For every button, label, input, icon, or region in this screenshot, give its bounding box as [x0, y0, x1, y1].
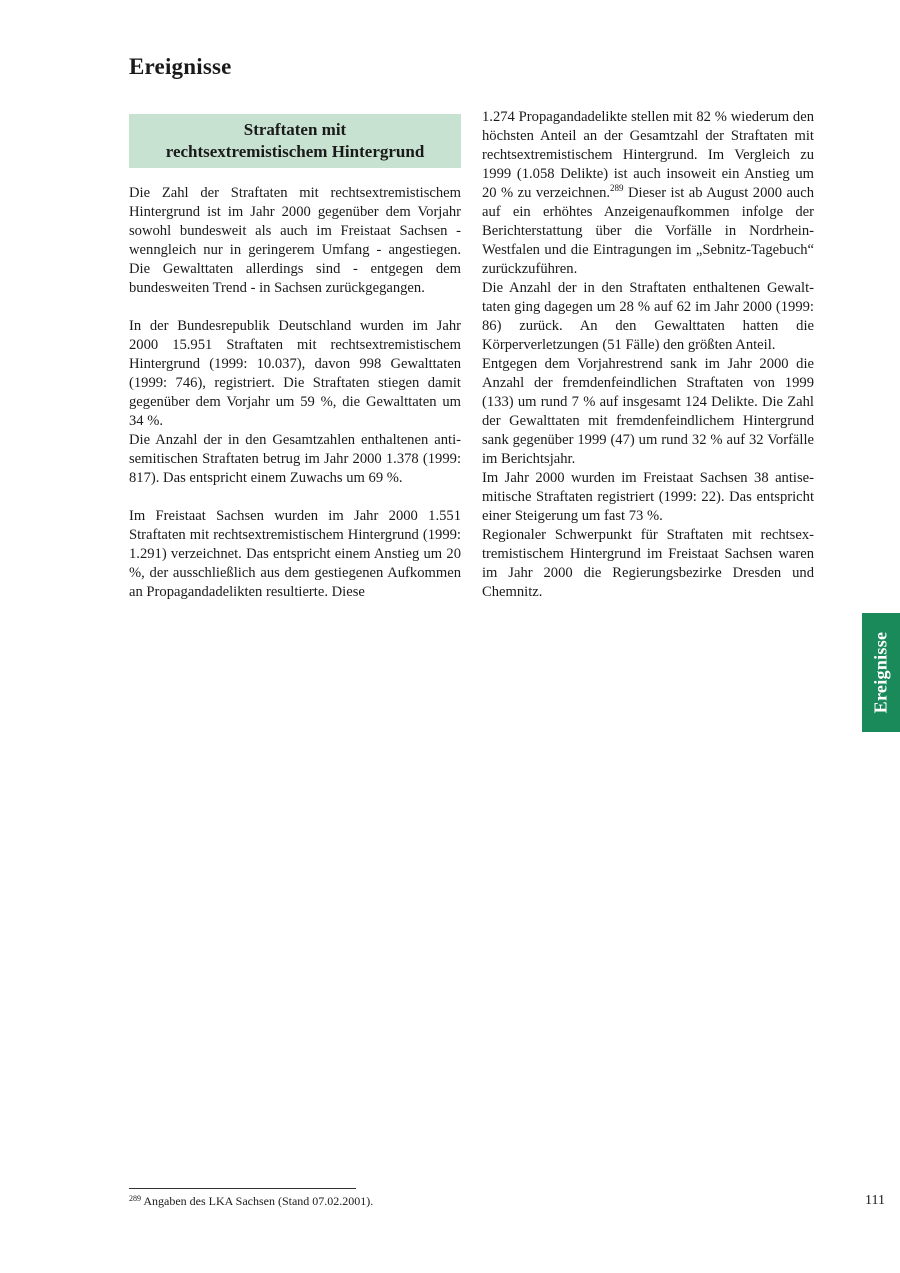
- section-title-box: [129, 114, 461, 168]
- left-paragraph-4: Im Freistaat Sachsen wurden im Jahr 2000 1.551 Straftaten mit rechtsextremistischem Hintergrund (1999: 1.291) verzeichnet. Das entspricht einem Anstieg um 20 %, der ausschließlich aus dem gestiegenen Aufkommen an Propagandadelikten resultierte. Diese: [129, 508, 461, 600]
- section-title-line-1: Straftaten mit: [243, 120, 347, 139]
- right-paragraph-4: Im Jahr 2000 wurden im Freistaat Sachsen 38 antisemitische Straftaten registriert (1999: 22). Das entspricht einer Steigerung um fast 73 %.: [482, 470, 814, 524]
- right-paragraph-1-part-2: Dieser ist ab August 2000 auch auf ein erhöhtes Anzeigenaufkommen infolge der Berichterstattung über die Vorfälle in Nordrhein-Westfalen und die Eintragungen im „Sebnitz-Tagebuch“ zurückzuführen.: [482, 185, 814, 277]
- side-tab-ereignisse[interactable]: [862, 613, 900, 732]
- page-heading: Ereignisse: [129, 54, 232, 79]
- footnote-text: Angaben des LKA Sachsen (Stand 07.02.2001).: [141, 1194, 374, 1208]
- side-tab-label: Ereignisse: [870, 631, 891, 714]
- right-paragraph-2: Die Anzahl der in den Straftaten enthaltenen Gewalttaten ging dagegen um 28 % auf 62 im Jahr 2000 (1999: 86) zurück. An den Gewalttaten hatten die Körperverletzungen (51 Fälle) den größten Anteil.: [482, 280, 814, 353]
- right-paragraph-1: [482, 108, 814, 279]
- right-paragraph-3: Entgegen dem Vorjahrestrend sank im Jahr 2000 die Anzahl der fremdenfeindlichen Straftaten von 1999 (133) um rund 7 % auf insgesamt 124 Delikte. Die Zahl der Gewalttaten mit fremdenfeindlichem Hintergrund sank gegenüber 1999 (47) um rund 32 % auf 32 Vorfälle im Berichtsjahr.: [482, 356, 814, 467]
- footnote-divider: [129, 1188, 356, 1189]
- right-paragraph-5: Regionaler Schwerpunkt für Straftaten mit rechtsextremistischem Hintergrund im Freistaat Sachsen waren im Jahr 2000 die Regierungsbezirke Dresden und Chemnitz.: [482, 527, 814, 600]
- left-text-column: [129, 184, 461, 602]
- right-text-column: [482, 108, 814, 602]
- page-number: 111: [865, 1193, 885, 1208]
- footnote-number: 289: [129, 1194, 141, 1203]
- section-title-line-2: rechtsextremistischem Hintergrund: [165, 142, 425, 161]
- left-paragraph-1: Die Zahl der Straftaten mit rechtsextremistischem Hintergrund ist im Jahr 2000 gegenüber dem Vorjahr sowohl bundesweit als auch im Freistaat Sachsen - wenngleich nur in geringerem Umfang - angestiegen. Die Gewalttaten allerdings sind - entgegen dem bundesweiten Trend - in Sachsen zurückgegangen.: [129, 185, 461, 296]
- left-paragraph-2: In der Bundesrepublik Deutschland wurden im Jahr 2000 15.951 Straftaten mit rechtsextremistischem Hintergrund (1999: 10.037), davon 998 Gewalttaten (1999: 746), registriert. Die Straftaten stiegen damit gegenüber dem Vorjahr um 59 %, die Gewalttaten um 34 %.: [129, 318, 461, 429]
- footnote: [129, 1194, 373, 1209]
- footnote-reference[interactable]: 289: [610, 183, 624, 193]
- right-paragraph-1-part-1: 1.274 Propagandadelikte stellen mit 82 % wiederum den höchsten Anteil an der Gesamtzahl der Straftaten mit rechtsextremistischem Hintergrund. Im Vergleich zu 1999 (1.058 Delikte) ist auch insoweit ein Anstieg um 20 % zu verzeichnen.: [482, 109, 814, 201]
- left-paragraph-3: Die Anzahl der in den Gesamtzahlen enthaltenen antisemitischen Straftaten betrug im Jahr 2000 1.378 (1999: 817). Das entspricht einem Zuwachs um 69 %.: [129, 432, 461, 486]
